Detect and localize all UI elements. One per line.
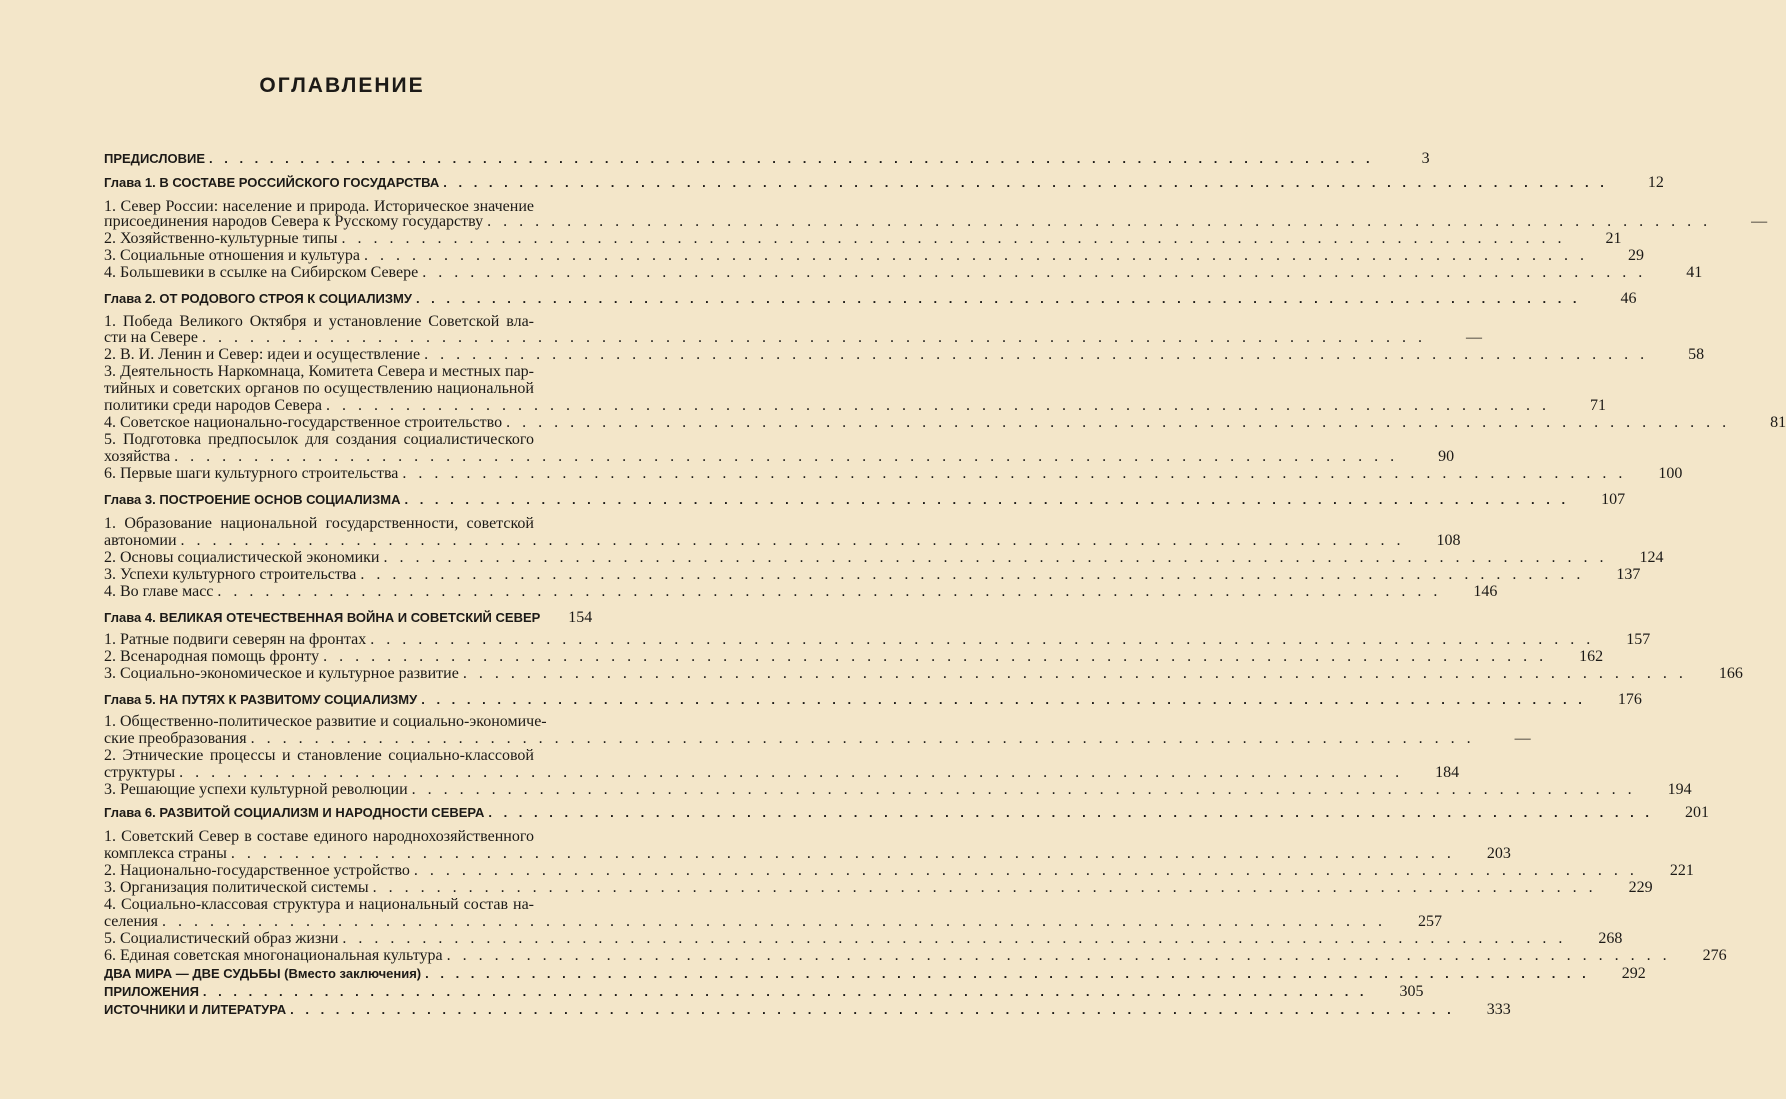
toc-entry-page: 81 bbox=[1770, 414, 1786, 431]
toc-chapter-4 bbox=[104, 609, 593, 627]
toc-entry-label: 2. Всенародная помощь фронту bbox=[104, 648, 320, 665]
toc-entry-page: — bbox=[1465, 329, 1482, 346]
toc-entry-line: 1. Образование национальной государственности, советской bbox=[104, 515, 534, 532]
toc-entry bbox=[104, 414, 1786, 432]
leader-dots bbox=[231, 845, 1455, 863]
toc-entry-line: 5. Подготовка предпосылок для создания социалистического bbox=[104, 431, 534, 448]
toc-entry bbox=[104, 665, 1743, 683]
leader-dots bbox=[412, 781, 1636, 799]
leader-dots bbox=[181, 532, 1405, 550]
toc-entry-label: ПРИЛОЖЕНИЯ bbox=[104, 984, 199, 999]
toc-entry-label: 3. Решающие успехи культурной революции bbox=[104, 781, 408, 798]
leader-dots bbox=[447, 947, 1671, 965]
toc-entry bbox=[104, 230, 1622, 248]
leader-dots bbox=[506, 414, 1730, 432]
toc-entry-page: 221 bbox=[1669, 862, 1694, 879]
toc-entry-page: 29 bbox=[1627, 247, 1644, 264]
toc-entry-page: 124 bbox=[1639, 549, 1664, 566]
toc-entry-page: 276 bbox=[1702, 947, 1727, 964]
toc-entry-line: 1. Победа Великого Октября и установление Советской вла- bbox=[104, 313, 534, 330]
toc-entry bbox=[104, 648, 1604, 666]
leader-dots bbox=[162, 913, 1386, 931]
leader-dots bbox=[463, 665, 1687, 683]
toc-entry-page: 305 bbox=[1399, 983, 1424, 1000]
toc-entry-label: автономии bbox=[104, 532, 177, 549]
toc-entry bbox=[104, 930, 1623, 948]
toc-entry-appendix bbox=[104, 983, 1424, 1001]
toc-entry bbox=[104, 947, 1727, 965]
toc-entry-label: политики среди народов Севера bbox=[104, 397, 323, 414]
leader-dots bbox=[487, 213, 1711, 231]
leader-dots bbox=[424, 346, 1648, 364]
page-title: ОГЛАВЛЕНИЕ bbox=[259, 74, 425, 97]
toc-entry-page: 137 bbox=[1616, 566, 1641, 583]
toc-entry-page: 12 bbox=[1647, 174, 1664, 191]
toc-entry-label: 6. Единая советская многонациональная культура bbox=[104, 947, 443, 964]
toc-entry-label: Глава 6. РАЗВИТОЙ СОЦИАЛИЗМ И НАРОДНОСТИ СЕВЕРА bbox=[104, 805, 485, 820]
toc-entry-line: 1. Советский Север в составе единого народнохозяйственного bbox=[104, 828, 534, 845]
toc-entry bbox=[104, 346, 1705, 364]
toc-entry-page: 194 bbox=[1667, 781, 1692, 798]
toc-entry bbox=[104, 845, 1511, 863]
toc-entry-page: 333 bbox=[1486, 1001, 1511, 1018]
toc-entry-page: 58 bbox=[1688, 346, 1705, 363]
toc-entry-label: 5. Социалистический образ жизни bbox=[104, 930, 339, 947]
leader-dots bbox=[203, 984, 1368, 999]
toc-entry-page: 292 bbox=[1621, 965, 1646, 982]
toc-entry-page: 184 bbox=[1435, 764, 1460, 781]
toc-entry-label: 2. Хозяйственно-культурные типы bbox=[104, 230, 338, 247]
leader-dots bbox=[416, 291, 1581, 306]
leader-dots bbox=[422, 264, 1646, 282]
toc-entry-line: 1. Общественно-политическое развитие и социально-экономиче- bbox=[104, 713, 547, 730]
toc-entry-label: ПРЕДИСЛОВИЕ bbox=[104, 151, 205, 166]
toc-entry-label: 4. Советское национально-государственное строительство bbox=[104, 414, 503, 431]
toc-entry-page: 268 bbox=[1598, 930, 1623, 947]
leader-dots bbox=[323, 648, 1547, 666]
toc-entry-label: 3. Организация политической системы bbox=[104, 879, 369, 896]
leader-dots bbox=[209, 151, 1374, 166]
toc-entry-page: 100 bbox=[1658, 465, 1683, 482]
toc-entry-page: 154 bbox=[568, 609, 593, 626]
toc-entry-label: Глава 1. В СОСТАВЕ РОССИЙСКОГО ГОСУДАРСТВА bbox=[104, 175, 440, 190]
toc-entry bbox=[104, 566, 1641, 584]
toc-entry-label: селения bbox=[104, 913, 158, 930]
toc-entry-label: 4. Большевики в ссылке на Сибирском Севере bbox=[104, 264, 419, 281]
toc-entry-page: 41 bbox=[1686, 264, 1703, 281]
toc-entry-label: 4. Во главе масс bbox=[104, 583, 214, 600]
leader-dots bbox=[383, 549, 1607, 567]
toc-entry bbox=[104, 532, 1461, 550]
leader-dots bbox=[202, 329, 1426, 347]
toc-entry-page: 146 bbox=[1473, 583, 1498, 600]
toc-entry-label: 2. Основы социалистической экономики bbox=[104, 549, 380, 566]
toc-entry-label: Глава 3. ПОСТРОЕНИЕ ОСНОВ СОЦИАЛИЗМА bbox=[104, 492, 401, 507]
toc-entry bbox=[104, 583, 1498, 601]
toc-entry-label: ские преобразования bbox=[104, 730, 247, 747]
toc-entry-label: 3. Успехи культурного строительства bbox=[104, 566, 357, 583]
toc-entry bbox=[104, 465, 1683, 483]
toc-entry-conclusion bbox=[104, 965, 1646, 983]
toc-entry-page: 201 bbox=[1684, 804, 1709, 821]
leader-dots bbox=[341, 230, 1565, 248]
toc-entry-page: 166 bbox=[1718, 665, 1743, 682]
leader-dots bbox=[174, 448, 1398, 466]
toc-entry-label: 3. Социальные отношения и культура bbox=[104, 247, 360, 264]
leader-dots bbox=[290, 1002, 1455, 1017]
toc-entry bbox=[104, 913, 1442, 931]
toc-entry bbox=[104, 329, 1482, 347]
toc-entry-line: тийных и советских органов по осуществлению национальной bbox=[104, 380, 534, 397]
toc-entry-line: 4. Социально-классовая структура и национальный состав на- bbox=[104, 896, 534, 913]
toc-entry-page: 176 bbox=[1617, 691, 1642, 708]
toc-entry-line: 1. Север России: население и природа. Историческое значение bbox=[104, 198, 534, 215]
toc-entry-label: 2. В. И. Ленин и Север: идеи и осуществление bbox=[104, 346, 421, 363]
leader-dots bbox=[179, 764, 1403, 782]
toc-entry-page: 162 bbox=[1579, 648, 1604, 665]
toc-entry-label: Глава 2. ОТ РОДОВОГО СТРОЯ К СОЦИАЛИЗМУ bbox=[104, 291, 412, 306]
toc-entry-page: 108 bbox=[1436, 532, 1461, 549]
toc-entry bbox=[104, 448, 1455, 466]
toc-entry bbox=[104, 264, 1703, 282]
toc-entry bbox=[104, 631, 1651, 649]
leader-dots bbox=[360, 566, 1584, 584]
toc-entry bbox=[104, 549, 1664, 567]
toc-entry-label: ИСТОЧНИКИ И ЛИТЕРАТУРА bbox=[104, 1002, 287, 1017]
leader-dots bbox=[402, 465, 1626, 483]
leader-dots bbox=[364, 247, 1588, 265]
toc-entry bbox=[104, 862, 1694, 880]
toc-entry-label: 2. Национально-государственное устройство bbox=[104, 862, 410, 879]
leader-dots bbox=[342, 930, 1566, 948]
toc-entry-page: — bbox=[1514, 730, 1531, 747]
toc-entry-label: структуры bbox=[104, 764, 176, 781]
leader-dots bbox=[404, 492, 1569, 507]
toc-entry-label: Глава 5. НА ПУТЯХ К РАЗВИТОМУ СОЦИАЛИЗМУ bbox=[104, 692, 418, 707]
leader-dots bbox=[425, 966, 1590, 981]
toc-entry-sources bbox=[104, 1001, 1511, 1019]
leader-dots bbox=[373, 879, 1597, 897]
toc-entry-label: 1. Ратные подвиги северян на фронтах bbox=[104, 631, 367, 648]
toc-entry-page: 257 bbox=[1417, 913, 1442, 930]
toc-entry-label: хозяйства bbox=[104, 448, 171, 465]
toc-entry-label: 6. Первые шаги культурного строительства bbox=[104, 465, 399, 482]
leader-dots bbox=[251, 730, 1475, 748]
toc-entry-page: 203 bbox=[1486, 845, 1511, 862]
toc-entry-page: 46 bbox=[1620, 290, 1637, 307]
toc-entry-label: Глава 4. ВЕЛИКАЯ ОТЕЧЕСТВЕННАЯ ВОЙНА И СОВЕТСКИЙ СЕВЕР bbox=[104, 610, 541, 625]
leader-dots bbox=[217, 583, 1441, 601]
toc-entry bbox=[104, 397, 1607, 415]
leader-dots bbox=[421, 692, 1586, 707]
toc-entry-page: 107 bbox=[1601, 491, 1626, 508]
toc-entry-label: 3. Социально-экономическое и культурное развитие bbox=[104, 665, 459, 682]
toc-entry-page: — bbox=[1751, 213, 1768, 230]
toc-chapter-6 bbox=[104, 804, 1709, 822]
toc-entry-label: комплекса страны bbox=[104, 845, 227, 862]
toc-entry-line: 2. Этнические процессы и становление социально-классовой bbox=[104, 747, 534, 764]
toc-chapter-2 bbox=[104, 290, 1637, 308]
toc-entry-page: 3 bbox=[1421, 150, 1430, 167]
toc-entry bbox=[104, 879, 1653, 897]
toc-entry-line: 3. Деятельность Наркомнаца, Комитета Севера и местных пар- bbox=[104, 363, 534, 380]
toc-entry-page: 21 bbox=[1605, 230, 1622, 247]
toc-entry-preface bbox=[104, 150, 1430, 168]
toc-chapter-1 bbox=[104, 174, 1664, 192]
leader-dots bbox=[414, 862, 1638, 880]
toc-entry-page: 71 bbox=[1590, 397, 1607, 414]
toc-entry-label: сти на Севере bbox=[104, 329, 198, 346]
toc-entry-page: 157 bbox=[1626, 631, 1651, 648]
leader-dots bbox=[443, 175, 1608, 190]
toc-entry bbox=[104, 213, 1768, 231]
toc-entry bbox=[104, 781, 1692, 799]
leader-dots bbox=[488, 805, 1653, 820]
toc-entry-label: присоединения народов Севера к Русскому государству bbox=[104, 213, 484, 230]
leader-dots bbox=[370, 631, 1594, 649]
leader-dots bbox=[326, 397, 1550, 415]
toc-entry bbox=[104, 247, 1644, 265]
toc-entry-page: 229 bbox=[1628, 879, 1653, 896]
toc-entry-label: ДВА МИРА — ДВЕ СУДЬБЫ (Вместо заключения) bbox=[104, 966, 422, 981]
toc-entry bbox=[104, 764, 1460, 782]
toc-chapter-3 bbox=[104, 491, 1626, 509]
toc-chapter-5 bbox=[104, 691, 1642, 709]
toc-entry bbox=[104, 730, 1531, 748]
toc-entry-page: 90 bbox=[1438, 448, 1455, 465]
